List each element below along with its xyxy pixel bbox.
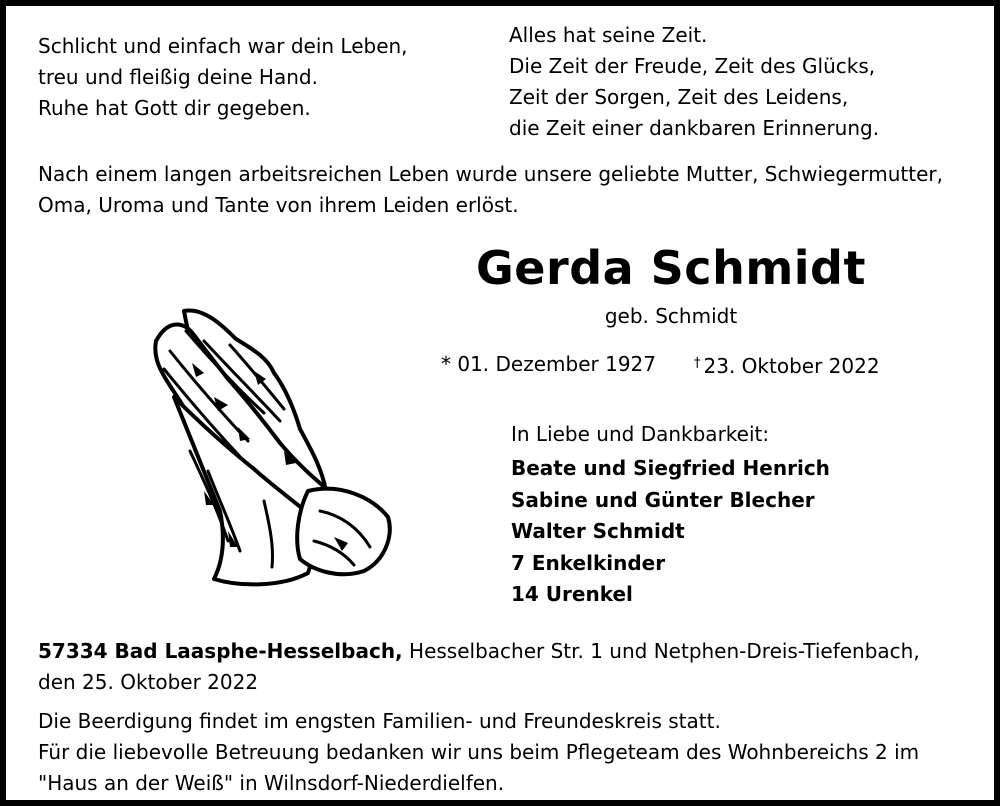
mourner-entry: 7 Enkelkinder bbox=[511, 550, 666, 575]
birth-date: * 01. Dezember 1927 bbox=[441, 352, 656, 376]
poem-left-line: treu und fleißig deine Hand. bbox=[38, 65, 318, 89]
mourner-entry: Sabine und Günter Blecher bbox=[511, 487, 815, 512]
deceased-name: Gerda Schmidt bbox=[476, 241, 866, 295]
address-date: den 25. Oktober 2022 bbox=[38, 670, 259, 694]
praying-hands-icon bbox=[144, 301, 402, 591]
funeral-line: Für die liebevolle Betreuung bedanken wir uns beim Pflegeteam des Wohnbereichs 2 im bbox=[38, 740, 920, 764]
thanks-intro: In Liebe und Dankbarkeit: bbox=[511, 422, 770, 446]
address-block bbox=[38, 636, 978, 698]
poem-right-line: Alles hat seine Zeit. bbox=[509, 23, 708, 47]
intro-line: Oma, Uroma und Tante von ihrem Leiden erlöst. bbox=[38, 193, 519, 217]
mourner-entry: 14 Urenkel bbox=[511, 582, 633, 606]
address-town: 57334 Bad Laasphe-Hesselbach, bbox=[38, 639, 403, 663]
poem-right-line: Die Zeit der Freude, Zeit des Glücks, bbox=[509, 54, 876, 78]
cross-icon: † bbox=[694, 356, 701, 371]
intro-line: Nach einem langen arbeitsreichen Leben wurde unsere geliebte Mutter, Schwiegermutter, bbox=[38, 162, 943, 186]
death-date: 23. Oktober 2022 bbox=[703, 354, 880, 378]
poem-left-line: Schlicht und einfach war dein Leben, bbox=[38, 34, 408, 58]
address-line bbox=[38, 636, 978, 667]
poem-right-line: die Zeit einer dankbaren Erinnerung. bbox=[509, 116, 880, 140]
mourner-entry: Walter Schmidt bbox=[511, 519, 685, 543]
poem-left bbox=[38, 31, 408, 124]
mourner-entry: Beate und Siegfried Henrich bbox=[511, 456, 830, 480]
funeral-line: "Haus an der Weiß" in Wilnsdorf-Niederdielfen. bbox=[38, 771, 505, 795]
funeral-line: Die Beerdigung findet im engsten Familien- und Freundeskreis statt. bbox=[38, 709, 721, 733]
funeral-info bbox=[38, 706, 919, 799]
mourners-list bbox=[511, 453, 830, 611]
death-date-block bbox=[694, 347, 880, 383]
poem-right bbox=[509, 20, 879, 144]
intro-text bbox=[38, 159, 974, 221]
address-rest: Hesselbacher Str. 1 und Netphen-Dreis-Tiefenbach, bbox=[402, 639, 920, 663]
born-name: geb. Schmidt bbox=[604, 304, 738, 328]
poem-left-line: Ruhe hat Gott dir gegeben. bbox=[38, 96, 311, 120]
poem-right-line: Zeit der Sorgen, Zeit des Leidens, bbox=[509, 85, 849, 109]
